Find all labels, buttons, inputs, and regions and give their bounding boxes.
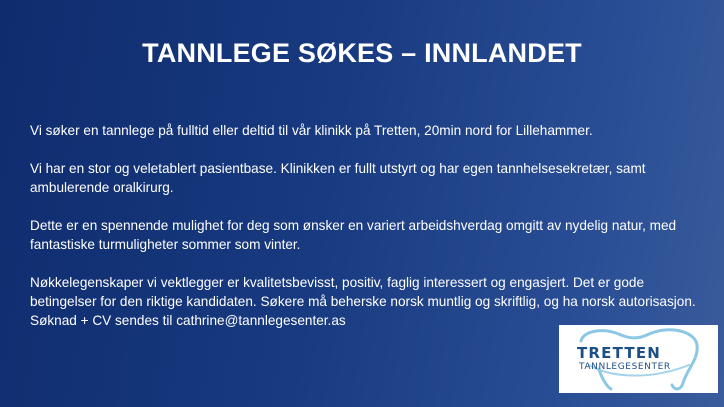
paragraph-opportunity: Dette er en spennende mulighet for deg som ønsker en variert arbeidshverdag omgitt av nydelig natur, med fantastiske turmuligheter sommer som vinter. — [30, 218, 677, 252]
slide-body — [30, 121, 700, 349]
slide-title: TANNLEGE SØKES – INNLANDET — [142, 38, 582, 68]
paragraph-clinic: Vi har en stor og veletablert pasientbase. Klinikken er fullt utstyrt og har egen tannhelsesekretær, samt ambulerende oralkirurg. — [30, 161, 646, 195]
paragraph-requirements: Nøkkelegenskaper vi vektlegger er kvalitetsbevisst, positiv, faglig interessert og engasjert. Det er gode betingelser for den riktige kandidaten. Søkere må beherske norsk muntlig og skriftlig, og ha norsk autorisasjon. Søknad + CV sendes til cathrine@tannlegesenter.as — [30, 275, 696, 328]
logo-subtitle: TANNLEGESENTER — [579, 362, 671, 372]
clinic-logo — [559, 325, 718, 393]
paragraph-position: Vi søker en tannlege på fulltid eller deltid til vår klinikk på Tretten, 20min nord for Lillehammer. — [30, 123, 593, 138]
logo-name: TRETTEN — [577, 344, 662, 362]
